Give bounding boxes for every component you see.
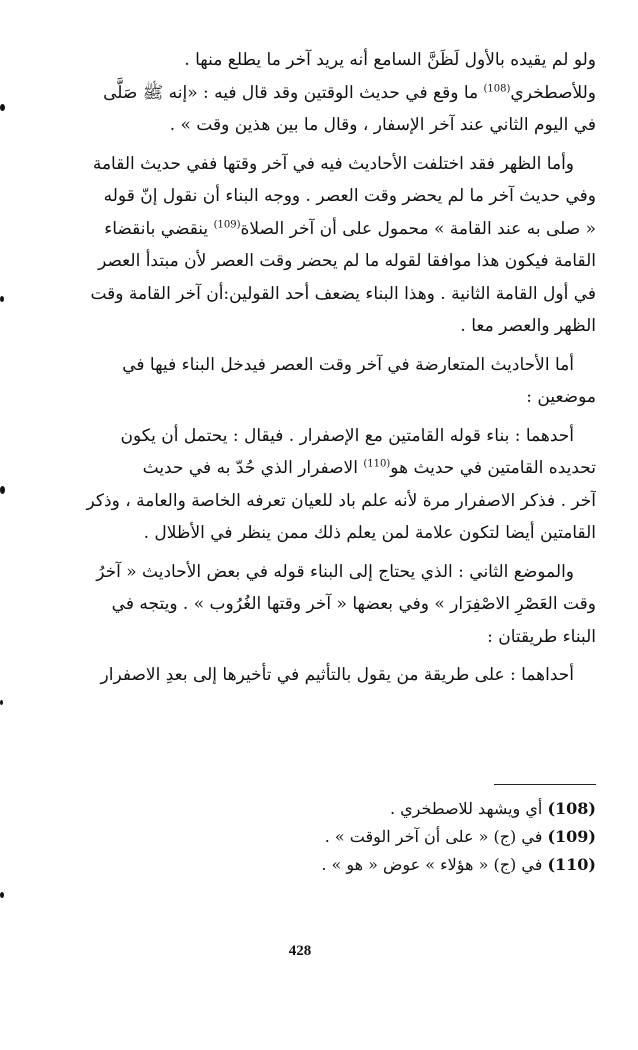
text-line (28, 349, 596, 382)
paragraph (28, 148, 596, 343)
text-line (28, 180, 596, 213)
line-text: ولو لم يقيده بالأول لَظَنَّ السامع أنه يريد آخر ما يطلع منها . (184, 50, 596, 70)
line-text: أما الأحاديث المتعارضة في آخر وقت العصر فيدخل البناء فيها في (122, 354, 574, 375)
text-line (28, 517, 596, 550)
page-number: 428 (288, 943, 312, 959)
line-text-continued: الاصفرار الذي حُدّ به في حديث (142, 458, 364, 478)
line-text: أحداهما : على طريقة من يقول بالتأثيم في تأخيرها إلى بعدِ الاصفرار (100, 665, 574, 685)
footnote-text: أي ويشهد للاصطخري . (389, 799, 543, 818)
footnote-number: (109) (547, 827, 596, 846)
text-line (28, 420, 596, 453)
line-text: موضعين : (526, 387, 596, 407)
line-text: وفي حديث آخر ما لم يحضر وقت العصر . ووجه البناء أن نقول إنّ قوله (103, 186, 596, 206)
line-text: تحديده القامتين في حديث هو (390, 458, 596, 478)
line-text-continued: ما وقع في حديث الوقتين وقد قال فيه : «إنه ﷺ صَلَّى (103, 82, 484, 103)
paragraph (28, 349, 596, 414)
line-text: والموضع الثاني : الذي يحتاج إلى البناء قوله في بعض الأحاديث « آخرُ (96, 561, 574, 582)
text-line (28, 588, 596, 621)
line-text: وأما الظهر فقد اختلفت الأحاديث فيه في آخر وقتها ففي حديث القامة (92, 153, 574, 174)
line-text: الظهر والعصر معا . (460, 316, 596, 336)
text-line (28, 381, 596, 414)
text-line (28, 44, 596, 77)
paragraph (28, 420, 596, 550)
footnote-ref: (110) (363, 458, 391, 470)
text-line (28, 77, 596, 110)
text-line (28, 109, 596, 142)
footnote-ref: (108) (483, 82, 511, 94)
footnote (40, 823, 596, 851)
footnote-number: (110) (547, 855, 596, 874)
line-text: القامة فيكون هذا موافقا لقوله ما لم يحضر وقت العصر لأن مبتدأ العصر (98, 251, 596, 271)
line-text: البناء طريقتان : (487, 626, 596, 647)
paragraph (28, 659, 596, 692)
text-line (28, 213, 596, 246)
line-text: أحدهما : بناء قوله القامتين مع الإصفرار . فيقال : يحتمل أن يكون (120, 425, 574, 446)
text-line (28, 659, 596, 692)
paragraph (28, 556, 596, 654)
text-line (28, 485, 596, 518)
footnote-number: (108) (547, 799, 596, 818)
text-line (28, 310, 596, 343)
text-line (28, 148, 596, 181)
line-text-continued: ينقضي بانقضاء (104, 218, 214, 239)
line-text: في أول القامة الثانية . وهذا البناء يضعف أحد القولين:أن آخر القامة وقت (90, 283, 596, 304)
line-text: وقت العَصْرِ الاصْفِرَار » وفي بعضها « آخر وقتها الغُرُوب » . ويتجه في (111, 594, 596, 614)
line-text: في اليوم الثاني عند آخر الإسفار ، وقال ما بين هذين وقت » . (169, 115, 596, 135)
binding-dot-mark (0, 700, 3, 705)
binding-dot-mark (0, 486, 5, 494)
text-line (28, 245, 596, 278)
text-line (28, 556, 596, 589)
main-text (28, 44, 596, 692)
text-line (28, 452, 596, 485)
footnote-ref: (109) (213, 218, 241, 230)
binding-dot-mark (0, 104, 5, 111)
footnote-text: في (ج) « على أن آخر الوقت » . (324, 827, 543, 846)
line-text: وللأصطخري (510, 82, 596, 103)
binding-dot-mark (0, 892, 4, 898)
footnote-text: في (ج) « هؤلاء » عوض « هو » . (321, 855, 543, 874)
paragraph (28, 44, 596, 142)
line-text: « صلى به عند القامة » محمول على أن آخر الصلاة (240, 218, 596, 239)
text-line (28, 278, 596, 311)
text-line (28, 621, 596, 654)
footnotes (40, 795, 596, 879)
line-text: القامتين أيضا لتكون علامة لمن يعلم ذلك ممن ينظر في الأظلال . (143, 523, 596, 543)
binding-dot-mark (0, 296, 4, 302)
line-text: آخر . فذكر الاصفرار مرة لأنه علم باد للعيان تعرفه الخاصة والعامة ، وذكر (86, 490, 596, 511)
footnote (40, 795, 596, 823)
footnote (40, 851, 596, 879)
footnote-separator (494, 784, 596, 785)
